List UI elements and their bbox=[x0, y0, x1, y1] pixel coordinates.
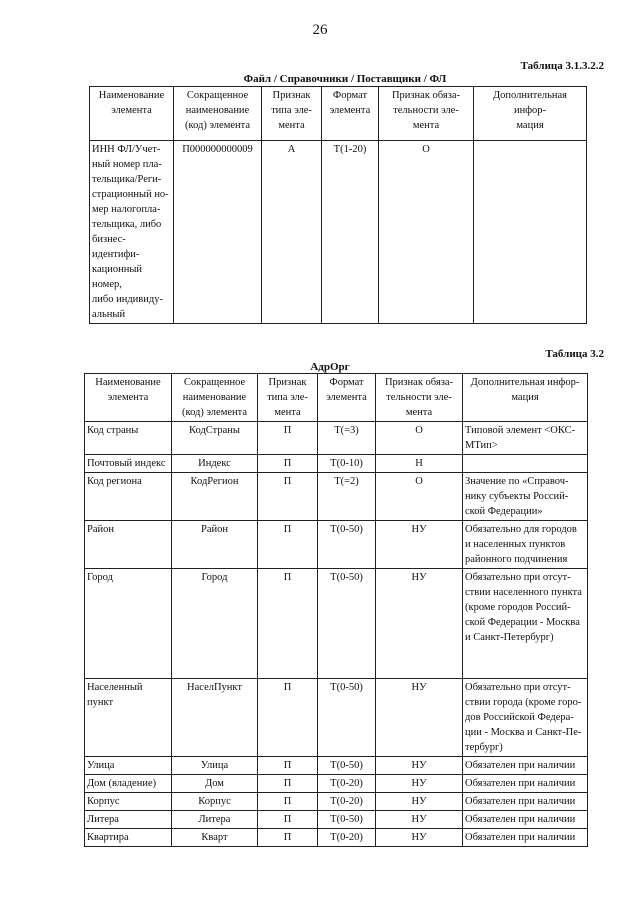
cell-element-code: Литера bbox=[172, 811, 258, 829]
cell-element-code: КодСтраны bbox=[172, 422, 258, 455]
header-element-name: Наименование элемента bbox=[85, 374, 172, 422]
header-element-name: Наименование элемента bbox=[90, 87, 174, 141]
cell-additional-info: Обязателен при наличии bbox=[463, 811, 588, 829]
cell-element-code: Кварт bbox=[172, 829, 258, 847]
table-1 bbox=[89, 86, 587, 324]
cell-element-name: ИНН ФЛ/Учет- ный номер пла- тельщика/Реги- страционный но- мер налогопла- тельщика, либо бизнес-идентифи- кационный номер, либо индивиду- альный bbox=[90, 141, 174, 324]
cell-element-code: КодРегион bbox=[172, 473, 258, 521]
cell-element-name: Город bbox=[85, 569, 172, 679]
cell-element-name: Код страны bbox=[85, 422, 172, 455]
cell-additional-info: Обязателен при наличии bbox=[463, 775, 588, 793]
cell-element-code: П000000000009 bbox=[174, 141, 262, 324]
cell-element-type: П bbox=[258, 521, 318, 569]
cell-element-format: Т(1-20) bbox=[322, 141, 379, 324]
cell-element-code: Индекс bbox=[172, 455, 258, 473]
table-row bbox=[85, 793, 588, 811]
table-header-row bbox=[90, 87, 587, 141]
cell-additional-info: Обязателен при наличии bbox=[463, 793, 588, 811]
header-element-format: Формат элемента bbox=[318, 374, 376, 422]
cell-element-type: П bbox=[258, 455, 318, 473]
cell-element-format: Т(0-50) bbox=[318, 811, 376, 829]
table-2-title: АдрОрг bbox=[310, 361, 350, 373]
header-element-code: Сокращенное наименование (код) элемента bbox=[174, 87, 262, 141]
cell-element-name: Код региона bbox=[85, 473, 172, 521]
cell-element-required: Н bbox=[376, 455, 463, 473]
cell-element-format: Т(0-20) bbox=[318, 775, 376, 793]
cell-element-name: Квартира bbox=[85, 829, 172, 847]
cell-element-required: НУ bbox=[376, 569, 463, 679]
table-2 bbox=[84, 373, 588, 847]
header-element-code: Сокращенное наименование (код) элемента bbox=[172, 374, 258, 422]
cell-element-name: Корпус bbox=[85, 793, 172, 811]
cell-element-required: НУ bbox=[376, 521, 463, 569]
cell-additional-info bbox=[463, 455, 588, 473]
cell-additional-info bbox=[474, 141, 587, 324]
cell-element-required: О bbox=[376, 473, 463, 521]
header-additional-info: Дополнительная инфор- мация bbox=[474, 87, 587, 141]
cell-element-name: Почтовый индекс bbox=[85, 455, 172, 473]
table-header-row bbox=[85, 374, 588, 422]
cell-additional-info: Обязательно при отсут- ствии города (кроме горо- дов Российской Федера- ции - Москва и Санкт-Пе- тербург) bbox=[463, 679, 588, 757]
cell-element-format: Т(0-50) bbox=[318, 757, 376, 775]
cell-element-required: НУ bbox=[376, 829, 463, 847]
cell-element-code: НаселПункт bbox=[172, 679, 258, 757]
table-row bbox=[85, 455, 588, 473]
cell-additional-info: Значение по «Справоч- нику субъекты Россий- ской Федерации» bbox=[463, 473, 588, 521]
cell-element-format: Т(=2) bbox=[318, 473, 376, 521]
cell-element-type: П bbox=[258, 775, 318, 793]
header-element-type: Признак типа эле- мента bbox=[258, 374, 318, 422]
cell-element-format: Т(0-50) bbox=[318, 679, 376, 757]
cell-element-type: П bbox=[258, 473, 318, 521]
cell-element-type: П bbox=[258, 569, 318, 679]
table-1-caption: Таблица 3.1.3.2.2 bbox=[520, 60, 604, 72]
cell-element-code: Дом bbox=[172, 775, 258, 793]
table-1-title: Файл / Справочники / Поставщики / ФЛ bbox=[243, 73, 447, 85]
table-row bbox=[85, 473, 588, 521]
cell-element-code: Улица bbox=[172, 757, 258, 775]
header-element-type: Признак типа эле- мента bbox=[262, 87, 322, 141]
table-row bbox=[85, 679, 588, 757]
table-2-caption: Таблица 3.2 bbox=[545, 348, 604, 360]
cell-element-name: Улица bbox=[85, 757, 172, 775]
cell-element-required: НУ bbox=[376, 757, 463, 775]
cell-element-name: Дом (владение) bbox=[85, 775, 172, 793]
cell-element-required: О bbox=[379, 141, 474, 324]
table-row bbox=[90, 141, 587, 324]
cell-element-type: А bbox=[262, 141, 322, 324]
header-element-required: Признак обяза- тельности эле- мента bbox=[376, 374, 463, 422]
header-element-format: Формат элемента bbox=[322, 87, 379, 141]
cell-element-format: Т(0-10) bbox=[318, 455, 376, 473]
cell-element-type: П bbox=[258, 811, 318, 829]
cell-element-format: Т(0-50) bbox=[318, 521, 376, 569]
table-row bbox=[85, 757, 588, 775]
cell-element-code: Корпус bbox=[172, 793, 258, 811]
cell-element-type: П bbox=[258, 679, 318, 757]
cell-element-name: Литера bbox=[85, 811, 172, 829]
cell-element-required: НУ bbox=[376, 811, 463, 829]
cell-element-required: НУ bbox=[376, 775, 463, 793]
cell-element-name: Населенный пункт bbox=[85, 679, 172, 757]
cell-element-type: П bbox=[258, 422, 318, 455]
table-row bbox=[85, 811, 588, 829]
header-additional-info: Дополнительная инфор- мация bbox=[463, 374, 588, 422]
cell-element-format: Т(0-20) bbox=[318, 829, 376, 847]
cell-element-required: НУ bbox=[376, 679, 463, 757]
cell-element-required: О bbox=[376, 422, 463, 455]
cell-element-format: Т(0-20) bbox=[318, 793, 376, 811]
header-element-required: Признак обяза- тельности эле- мента bbox=[379, 87, 474, 141]
cell-element-name: Район bbox=[85, 521, 172, 569]
cell-element-type: П bbox=[258, 793, 318, 811]
table-row bbox=[85, 775, 588, 793]
table-row bbox=[85, 521, 588, 569]
cell-additional-info: Обязателен при наличии bbox=[463, 829, 588, 847]
cell-additional-info: Обязательно для городов и населенных пунктов районного подчинения bbox=[463, 521, 588, 569]
cell-additional-info: Обязательно при отсут- ствии населенного пункта (кроме городов Россий- ской Федерации - Москва и Санкт-Петербург) bbox=[463, 569, 588, 679]
table-row bbox=[85, 569, 588, 679]
cell-element-code: Город bbox=[172, 569, 258, 679]
cell-element-type: П bbox=[258, 829, 318, 847]
cell-element-code: Район bbox=[172, 521, 258, 569]
cell-element-type: П bbox=[258, 757, 318, 775]
cell-element-format: Т(=3) bbox=[318, 422, 376, 455]
table-row bbox=[85, 422, 588, 455]
cell-element-format: Т(0-50) bbox=[318, 569, 376, 679]
cell-additional-info: Типовой элемент <ОКС- МТип> bbox=[463, 422, 588, 455]
page-number: 26 bbox=[312, 22, 328, 38]
cell-additional-info: Обязателен при наличии bbox=[463, 757, 588, 775]
cell-element-required: НУ bbox=[376, 793, 463, 811]
table-row bbox=[85, 829, 588, 847]
